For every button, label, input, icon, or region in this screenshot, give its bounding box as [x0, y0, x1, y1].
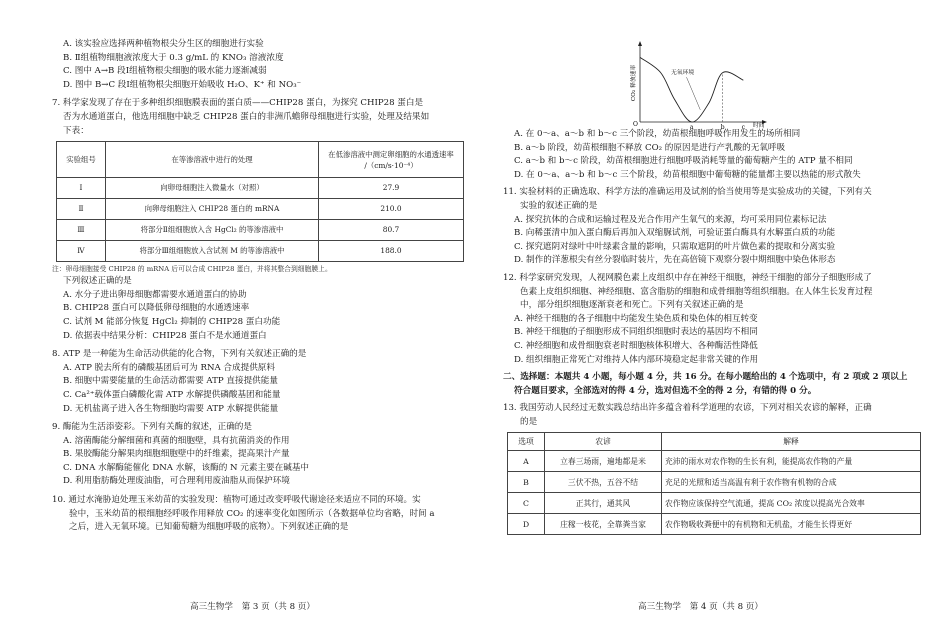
x-axis-label: 时间 — [753, 123, 765, 129]
q10-stem-line-2: 验中，玉米幼苗的根细胞经呼吸作用释放 CO₂ 的速率变化如图所示（各数据单位均省略，时间 a — [69, 508, 435, 519]
y-axis-label: CO₂ 释放速率 — [631, 64, 637, 102]
table-row — [508, 493, 921, 514]
q7-th-rate — [319, 142, 464, 178]
q13-cell: 农作物吸收粪便中的有机物和无机盐，才能生长得更好 — [662, 514, 921, 535]
q11-option-d: D. 制作的洋葱根尖有丝分裂临时装片，先在高倍镜下观察分裂中期细胞中染色体形态 — [514, 255, 836, 266]
q10-stem-line-3: 之后，进入无氧环境。已知葡萄糖为细胞呼吸的底物）。下列叙述正确的是 — [69, 522, 349, 533]
q7-cell: 向卵母细胞注入微量水（对照） — [106, 178, 319, 199]
q9-option-c: C. DNA 水解酶能催化 DNA 水解，该酶的 N 元素主要在碱基中 — [63, 462, 310, 473]
q7-stem-line-2: 否为水通道蛋白，他选用细胞中缺乏 CHIP28 蛋白的非洲爪蟾卵母细胞进行实验，处理及结果如 — [63, 111, 430, 122]
q7-ask: 下列叙述正确的是 — [63, 276, 132, 287]
q13-stem-line-2: 的是 — [520, 416, 538, 427]
q13-cell: 庄稼一枝花，全靠粪当家 — [545, 514, 662, 535]
q7-option-b: B. CHIP28 蛋白可以降低卵母细胞的水通透速率 — [63, 303, 250, 314]
q8-option-a: A. ATP 脱去所有的磷酸基团后可为 RNA 合成提供原料 — [63, 362, 275, 373]
q13-th-option: 选项 — [508, 433, 545, 451]
q12-stem-line-2: 色素上皮组织细胞、神经细胞、富含脂肪的细胞和成骨细胞等组织细胞。在人体生长发育过程 — [520, 286, 873, 297]
q13-th-proverb: 农谚 — [545, 433, 662, 451]
q13-cell: B — [508, 472, 545, 493]
q7-cell: 27.9 — [319, 178, 464, 199]
q6-option-b: B. Ⅱ组植物细胞液浓度大于 0.3 g/mL 的 KNO₃ 溶液浓度 — [63, 52, 284, 63]
q13-cell: 立春三场雨，遍地都是米 — [545, 451, 662, 472]
q13-cell: 农作物应该保持空气流通，提高 CO₂ 浓度以提高光合效率 — [662, 493, 921, 514]
q8-option-c: C. Ca²⁺载体蛋白磷酸化需 ATP 水解提供磷酸基团和能量 — [63, 389, 281, 400]
table-row — [508, 472, 921, 493]
q12-stem-line-1: 12. 科学家研究发现，人视网膜色素上皮组织中存在神经干细胞，神经干细胞的部分子细胞形成了 — [503, 272, 872, 283]
q11-option-a: A. 探究抗体的合成和运输过程及光合作用产生氧气的来源，均可采用同位素标记法 — [514, 214, 827, 225]
q7-table — [56, 141, 464, 262]
q7-stem-line-3: 下表： — [63, 125, 89, 136]
origin-label: O — [633, 121, 638, 128]
table-row — [57, 220, 464, 241]
q7-th-group: 实验组号 — [57, 142, 106, 178]
q7-th-rate-label: 在低渗溶液中测定卵细胞的水通透速率 — [328, 149, 454, 159]
q7-cell: Ⅱ — [57, 199, 106, 220]
q10-option-b: B. a～b 阶段，幼苗根细胞不释放 CO₂ 的原因是进行产乳酸的无氧呼吸 — [514, 142, 786, 153]
table-row — [508, 514, 921, 535]
q12-option-d: D. 组织细胞正常死亡对维持人体内部环境稳定起非常关键的作用 — [514, 354, 759, 365]
q9-option-b: B. 果胶酶能分解果肉细胞细胞壁中的纤维素，提高果汁产量 — [63, 449, 290, 460]
q9-option-d: D. 利用脂肪酶处理废油脂，可合理利用废油脂从而保护环境 — [63, 476, 290, 487]
q7-cell: 将部分Ⅲ组细胞放入含试剂 M 的等渗溶液中 — [106, 241, 319, 262]
section-2-heading-line-1: 二、选择题：本题共 4 小题，每小题 4 分，共 16 分。在每小题给出的 4 个选项中，有 2 项或 2 项以上 — [503, 372, 908, 383]
q7-option-c: C. 试剂 M 能部分恢复 HgCl₂ 抑制的 CHIP28 蛋白功能 — [63, 316, 281, 327]
q7-cell: Ⅳ — [57, 241, 106, 262]
q13-cell: 三伏不热，五谷不结 — [545, 472, 662, 493]
x-tick-a: a — [689, 124, 694, 131]
q7-cell: Ⅰ — [57, 178, 106, 199]
q13-cell: 正其行，通其风 — [545, 493, 662, 514]
q6-option-a: A. 该实验应选择两种植物根尖分生区的细胞进行实验 — [63, 39, 264, 49]
q8-stem: 8. ATP 是一种能为生命活动供能的化合物，下列有关叙述正确的是 — [52, 349, 307, 360]
q7-option-d: D. 依据表中结果分析：CHIP28 蛋白不是水通道蛋白 — [63, 330, 267, 341]
q9-stem: 9. 酶能为生活添姿彩。下列有关酶的叙述，正确的是 — [52, 422, 252, 433]
q13-cell: A — [508, 451, 545, 472]
q10-option-d: D. 在 0～a、a～b 和 b～c 三个阶段，幼苗根细胞中葡萄糖的能量都主要以热能的形式散失 — [514, 169, 861, 180]
q7-table-note: 注：卵母细胞接受 CHIP28 的 mRNA 后可以合成 CHIP28 蛋白，并将其整合到细胞膜上。 — [52, 265, 332, 274]
q6-option-d: D. 图中 B→C 段Ⅰ组植物根尖细胞开始吸收 H₂O、K⁺ 和 NO₃⁻ — [63, 79, 302, 90]
q7-th-rate-unit: /（cm/s·10⁻⁴） — [364, 160, 418, 170]
table-row — [57, 241, 464, 262]
q13-cell: 充沛的雨水对农作物的生长有利，能提高农作物的产量 — [662, 451, 921, 472]
table-row — [508, 451, 921, 472]
q13-cell: D — [508, 514, 545, 535]
q12-option-c: C. 神经细胞和成骨细胞衰老时细胞核体积增大、各种酶活性降低 — [514, 340, 758, 351]
left-page-footer: 高三生物学 第 3 页（共 8 页） — [190, 602, 315, 612]
table-row — [57, 199, 464, 220]
q7-cell: 80.7 — [319, 220, 464, 241]
q13-cell: C — [508, 493, 545, 514]
q7-th-treatment: 在等渗溶液中进行的处理 — [106, 142, 319, 178]
section-2-heading-line-2: 符合题目要求，全部选对的得 4 分，选对但选不全的得 2 分，有错的得 0 分。 — [514, 385, 817, 396]
x-tick-b: b — [720, 124, 725, 131]
q10-option-c: C. a～b 和 b～c 阶段，幼苗根细胞进行细胞呼吸消耗等量的葡萄糖产生的 ATP 量不相同 — [514, 156, 853, 167]
q13-th-explanation: 解释 — [662, 433, 921, 451]
q7-cell: 210.0 — [319, 199, 464, 220]
q10-stem-line-1: 10. 通过水淹胁迫处理玉米幼苗的实验发现：植物可通过改变呼吸代谢途径来适应不同的环境。实 — [52, 495, 421, 506]
q7-cell: 188.0 — [319, 241, 464, 262]
q12-option-b: B. 神经干细胞的子细胞形成不同组织细胞时表达的基因均不相同 — [514, 327, 758, 338]
q8-option-d: D. 无机盐离子进入各生物细胞均需要 ATP 水解提供能量 — [63, 403, 279, 414]
q9-option-a: A. 溶菌酶能分解细菌和真菌的细胞壁，具有抗菌消炎的作用 — [63, 435, 290, 446]
table-row — [57, 178, 464, 199]
q12-option-a: A. 神经干细胞的各子细胞中均能发生染色质和染色体的相互转变 — [514, 313, 758, 324]
q10-option-a: A. 在 0～a、a～b 和 b～c 三个阶段，幼苗根细胞呼吸作用发生的场所相同 — [514, 129, 801, 139]
right-page-footer: 高三生物学 第 4 页（共 8 页） — [638, 602, 763, 612]
q7-cell: Ⅲ — [57, 220, 106, 241]
x-tick-c: c — [741, 124, 746, 131]
q7-cell: 将部分Ⅱ组细胞放入含 HgCl₂ 的等渗溶液中 — [106, 220, 319, 241]
q13-cell: 充足的光照和适当高温有利于农作物有机物的合成 — [662, 472, 921, 493]
q11-stem-line-2: 实验的叙述正确的是 — [520, 200, 598, 211]
q6-option-c: C. 图中 A→B 段Ⅰ组植物根尖细胞的吸水能力逐渐减弱 — [63, 66, 267, 77]
q7-cell: 向卵母细胞注入 CHIP28 蛋白的 mRNA — [106, 199, 319, 220]
q11-stem-line-1: 11. 实验材料的正确选取、科学方法的准确运用及试剂的恰当使用等是实验成功的关键，下列有关 — [503, 187, 872, 198]
right-page-column — [503, 0, 921, 535]
q13-table — [507, 432, 921, 535]
q13-stem-line-1: 13. 我国劳动人民经过无数实践总结出许多蕴含着科学道理的农谚，下列对相关农谚的解释，正确 — [503, 403, 872, 414]
q11-option-b: B. 向稀蛋清中加入蛋白酶后再加入双缩脲试剂，可验证蛋白酶具有水解蛋白质的功能 — [514, 228, 836, 239]
q12-stem-line-3: 中，部分组织细胞逐渐衰老和死亡。下列有关叙述正确的是 — [520, 300, 744, 311]
q7-option-a: A. 水分子进出卵母细胞都需要水通道蛋白的协助 — [63, 289, 247, 300]
q8-option-b: B. 细胞中需要能量的生命活动都需要 ATP 直接提供能量 — [63, 376, 278, 387]
annotation-anaerobic: 无氧环境 — [671, 70, 695, 77]
q7-stem-line-1: 7. 科学家发现了存在于多种组织细胞膜表面的蛋白质——CHIP28 蛋白，为探究 CHIP28 蛋白是 — [52, 98, 424, 109]
q11-option-c: C. 探究遮阴对绿叶中叶绿素含量的影响，只需取遮阴的叶片做色素的提取和分离实验 — [514, 241, 836, 252]
left-page-column — [52, 0, 464, 535]
